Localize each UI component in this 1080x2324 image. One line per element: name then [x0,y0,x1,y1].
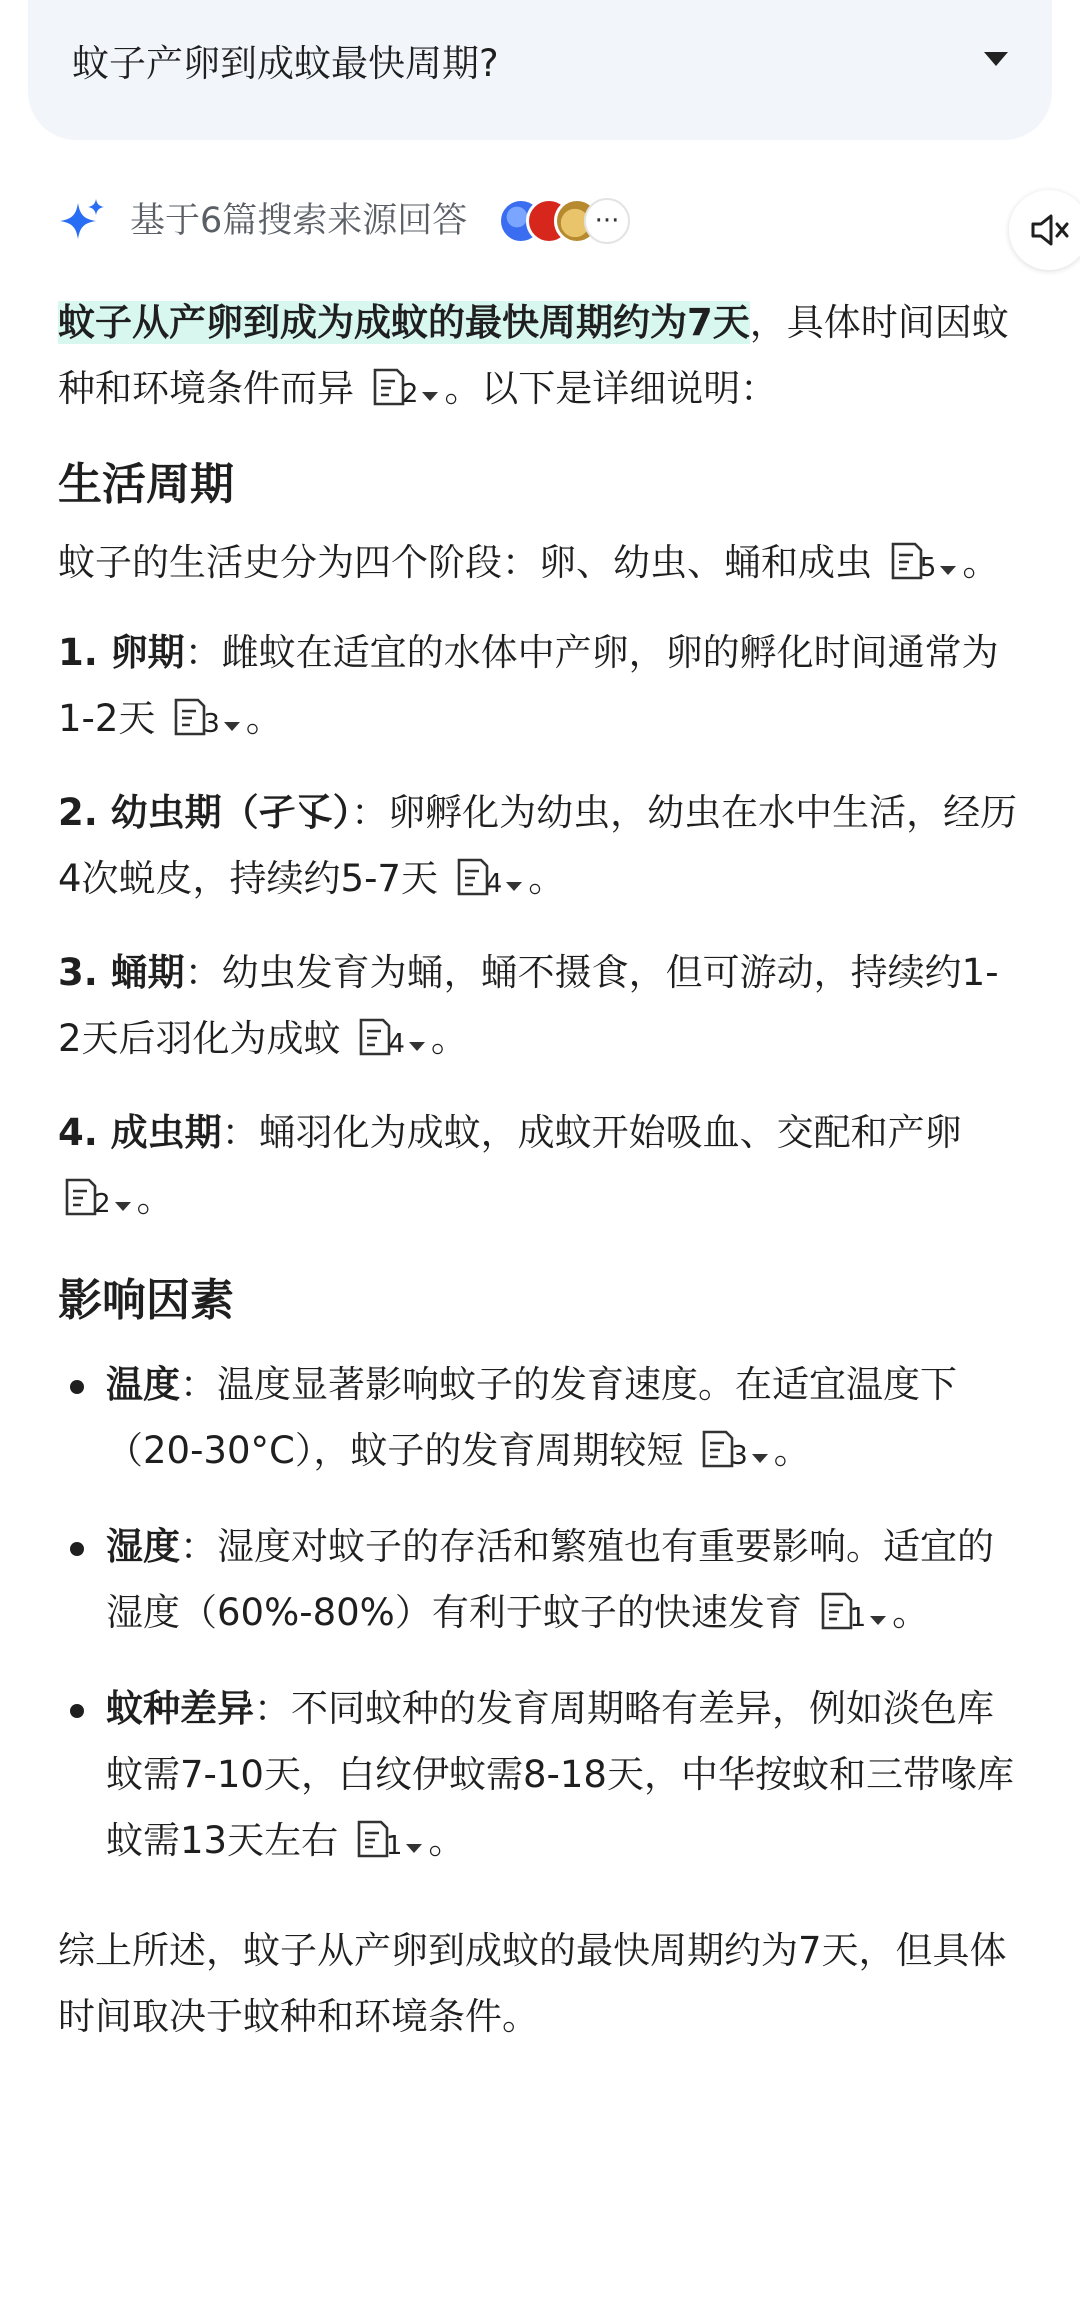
document-icon [358,1017,392,1057]
factor-text: ：温度显著影响蚊子的发育速度。在适宜温度下（20-30°C），蚊子的发育周期较短 [106,1363,957,1472]
factor-label: 蚊种差异 [106,1687,254,1730]
document-icon [701,1429,735,1469]
document-icon [820,1591,854,1631]
citation-chip[interactable] [372,363,439,407]
mute-button[interactable] [1009,190,1080,270]
lifecycle-text: 蚊子的生活史分为四个阶段：卵、幼虫、蛹和成虫 [58,541,872,584]
citation-dropdown-icon [752,1454,768,1463]
stage-item [58,780,1022,912]
period: 。 [962,541,1000,584]
citation-dropdown-icon [406,1844,422,1853]
period: 。 [528,857,566,900]
citation-chip[interactable] [358,1013,425,1057]
stage-label: 2. 幼虫期（孑孓） [58,791,352,834]
stage-label: 4. 成虫期 [58,1111,222,1154]
list-item [58,1352,1022,1484]
lifecycle-paragraph [58,530,1022,596]
document-icon [890,541,924,581]
document-icon [456,857,490,897]
intro-tail: 。以下是详细说明： [444,367,778,410]
citation-number: 5 [919,553,937,583]
period: 。 [892,1591,930,1634]
period: 。 [428,1819,466,1862]
citation-chip[interactable] [456,853,523,897]
document-icon [173,697,207,737]
section-title-factors: 影响因素 [58,1275,234,1326]
citation-dropdown-icon [224,722,240,731]
stage-text: ：蛹羽化为成蚊，成蚊开始吸血、交配和产卵 [221,1111,962,1154]
document-icon [356,1819,390,1859]
citation-number: 3 [203,709,220,739]
sources-label[interactable]: 基于6篇搜索来源回答 [130,201,468,241]
answer-content [58,290,1022,2050]
document-icon [372,367,406,407]
citation-chip[interactable] [64,1173,131,1217]
citation-chip[interactable] [173,693,240,737]
citation-chip[interactable] [890,537,957,581]
intro-paragraph [58,290,1022,422]
citation-number: 3 [731,1441,748,1471]
chevron-down-icon[interactable] [984,52,1008,66]
citation-number: 4 [388,1029,405,1059]
query-text: 蚊子产卵到成蚊最快周期? [72,42,499,85]
factor-label: 温度 [106,1363,180,1406]
query-card[interactable] [28,0,1052,140]
period: 。 [773,1429,811,1472]
conclusion-paragraph: 综上所述，蚊子从产卵到成蚊的最快周期约为7天，但具体时间取决于蚊种和环境条件。 [58,1929,1007,2038]
citation-chip[interactable] [356,1815,423,1859]
citation-dropdown-icon [409,1042,425,1051]
stage-text: ：卵孵化为幼虫，幼虫在水中生活，经历4次蜕皮，持续约5-7天 [58,791,1018,900]
citation-number: 2 [401,379,419,409]
list-item [58,1676,1022,1874]
period: 。 [136,1177,174,1220]
intro-highlight: 蚊子从产卵到成为成蚊的最快周期约为7天 [58,301,750,344]
more-sources-icon[interactable]: ··· [584,198,630,244]
factor-text: ：湿度对蚊子的存活和繁殖也有重要影响。适宜的湿度（60%-80%）有利于蚊子的快速发育 [106,1525,994,1634]
section-title-lifecycle: 生活周期 [58,459,234,510]
source-row [58,190,1038,256]
period: 。 [245,697,283,740]
stage-item [58,620,1022,752]
speaker-mute-icon [1027,208,1071,252]
intro-text: ，具体时间因蚊种和环境条件而异 [58,301,1009,410]
citation-number: 2 [94,1189,111,1219]
document-icon [64,1177,98,1217]
citation-dropdown-icon [940,566,956,575]
stage-label: 1. 卵期 [58,631,185,674]
citation-dropdown-icon [506,882,522,891]
citation-dropdown-icon [422,392,438,401]
list-item [58,1514,1022,1646]
citation-dropdown-icon [870,1616,886,1625]
citation-number: 1 [385,1831,403,1861]
sparkle-icon [58,197,106,245]
factor-text: ：不同蚊种的发育周期略有差异，例如淡色库蚊需7-10天，白纹伊蚊需8-18天，中华按蚊和三带喙库蚊需13天左右 [106,1687,1014,1862]
citation-dropdown-icon [115,1202,131,1211]
citation-chip[interactable] [820,1587,887,1631]
stage-text: ：幼虫发育为蛹，蛹不摄食，但可游动，持续约1-2天后羽化为成蚊 [58,951,999,1060]
citation-number: 1 [849,1603,867,1633]
stage-text: ：雌蚊在适宜的水体中产卵，卵的孵化时间通常为1-2天 [58,631,999,740]
source-avatars[interactable] [498,198,698,244]
stage-item [58,940,1022,1072]
factors-list [58,1352,1022,1874]
citation-chip[interactable] [701,1425,768,1469]
stage-item [58,1100,1022,1232]
citation-number: 4 [485,869,503,899]
stage-label: 3. 蛹期 [58,951,185,994]
factor-label: 湿度 [106,1525,180,1568]
period: 。 [430,1017,468,1060]
